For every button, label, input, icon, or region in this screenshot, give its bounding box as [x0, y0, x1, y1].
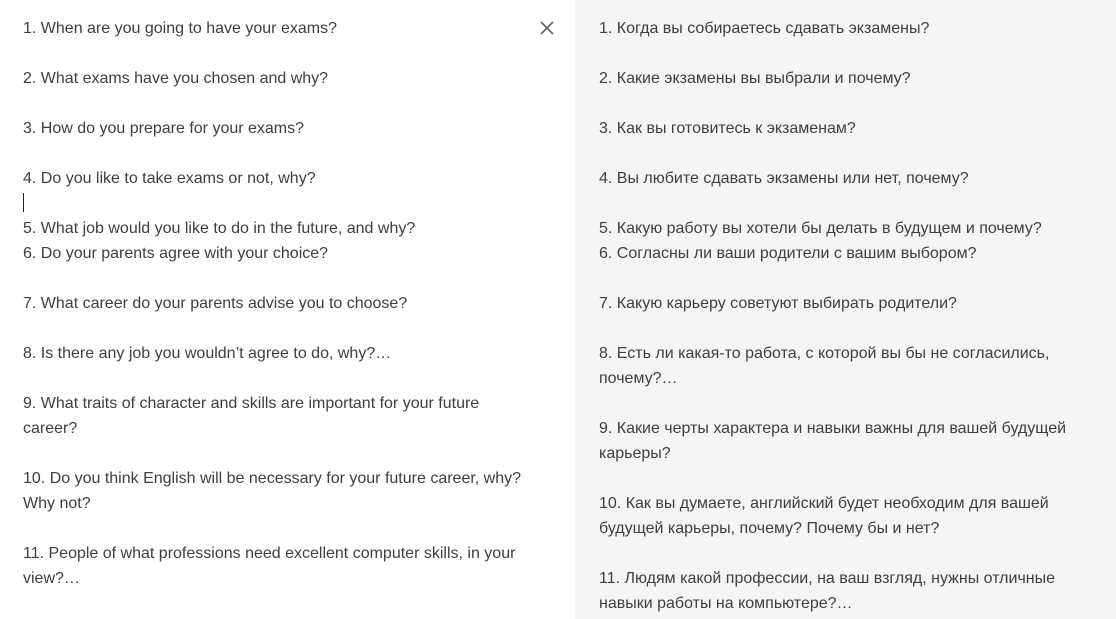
- source-text-input[interactable]: 1. When are you going to have your exams? 2. What exams have you chosen and why? 3. How do you prepare for your exams? 4. Do you like to take exams or not, why? 5. What job would you like to do in the future, and why? 6. Do your parents agree with your choice? 7. What career do your parents advise you to choose? 8. Is there any job you wouldn’t agree to do, why?… 9. What traits of character and skills are important for your future career? 10. Do you think English will be necessary for your future career, why? Why not? 11. People of what professions need excellent computer skills, in your view?…: [23, 20, 522, 587]
- translation-pane: [575, 0, 1116, 619]
- close-icon: [539, 20, 555, 36]
- clear-source-button[interactable]: [536, 17, 558, 39]
- translation-output: 1. Когда вы собираетесь сдавать экзамены? 2. Какие экзамены вы выбрали и почему? 3. Как вы готовитесь к экзаменам? 4. Вы любите сдавать экзамены или нет, почему? 5. Какую работу вы хотели бы делать в будущем и почему? 6. Согласны ли ваши родители с вашим выбором? 7. Какую карьеру советуют выбирать родители? 8. Есть ли какая-то работа, с которой вы бы не согласились, почему?… 9. Какие черты характера и навыки важны для вашей будущей карьеры? 10. Как вы думаете, английский будет необходим для вашей будущей карьеры, почему? Почему бы и нет? 11. Людям какой профессии, на ваш взгляд, нужны отличные навыки работы на компьютере?…: [599, 20, 1067, 612]
- text-cursor: [23, 193, 24, 212]
